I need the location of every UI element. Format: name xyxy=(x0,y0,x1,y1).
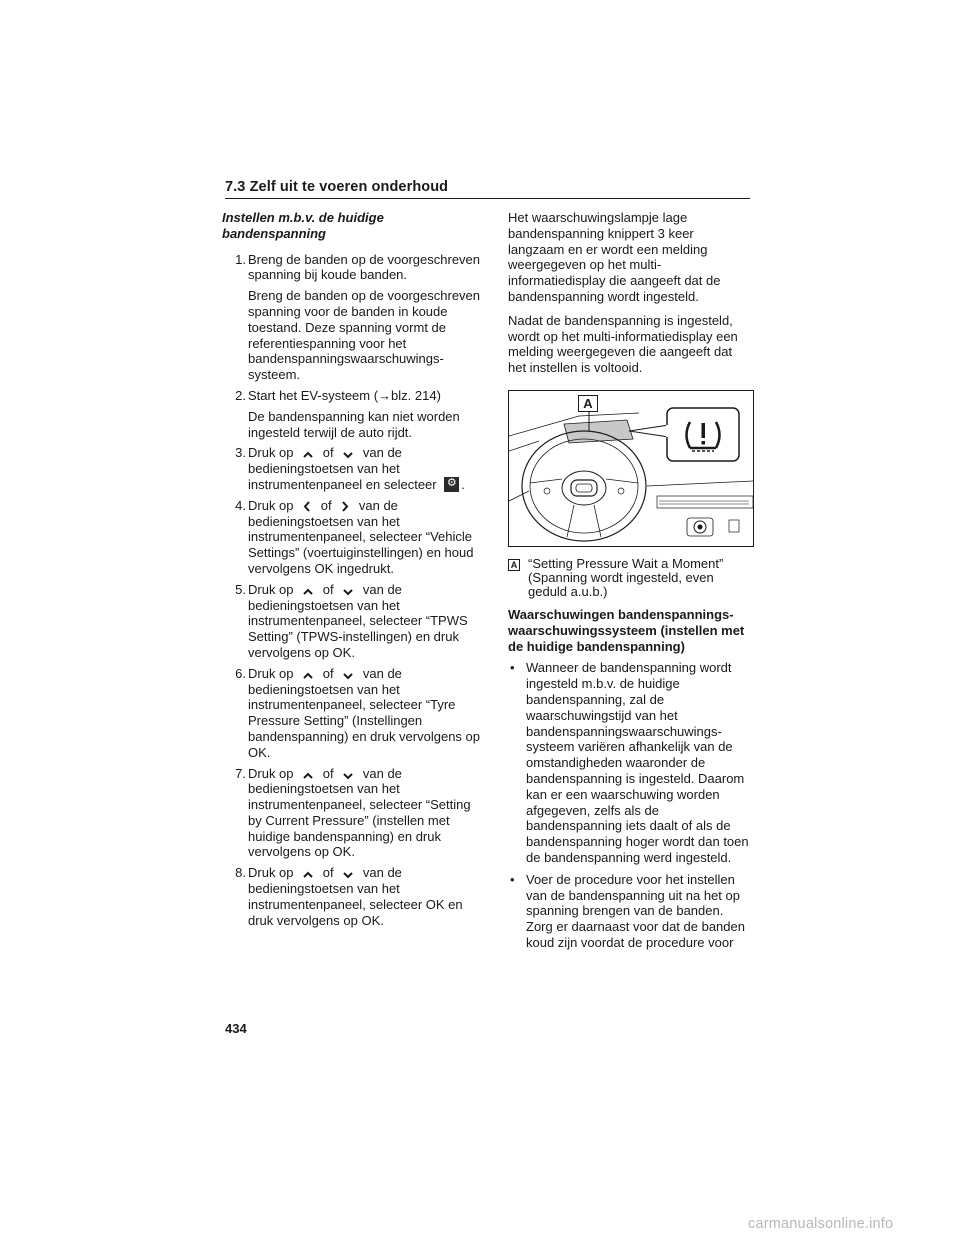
right-column xyxy=(508,210,752,957)
step-note: De bandenspanning kan niet worden ingesteld terwijl de auto rijdt. xyxy=(248,408,460,440)
step-number: 8. xyxy=(235,865,246,881)
step-3 xyxy=(222,445,484,492)
step-text-or: of xyxy=(322,865,334,881)
step-text: Breng de banden op de voorgeschreven spanning bij koude banden. xyxy=(248,251,481,283)
chevron-up-icon xyxy=(303,672,313,680)
section-divider xyxy=(225,198,750,199)
chevron-up-icon xyxy=(303,588,313,596)
chevron-up-icon xyxy=(303,772,313,780)
chevron-right-icon xyxy=(341,501,349,512)
bullet-text: Wanneer de bandenspanning wordt ingesteld m.b.v. de huidige bandenspanning, zal de waarschuwingstijd van het bandenspanningswaarschuwings-systeem variëren afhankelijk van de omstandigheden waaronder de bandenspanning is ingesteld. Daarom kan er een waarschuwing worden afgegeven, zelfs als de bandenspanning iets daalt of als de bandenspanning hoger wordt dan toen de bandenspanning werd ingesteld. xyxy=(526,660,749,865)
step-text-pre: Druk op xyxy=(248,497,294,513)
chevron-down-icon xyxy=(343,772,353,780)
step-text-post: van de bedieningstoetsen van het instrumentenpaneel en selecteer xyxy=(248,445,437,492)
step-number: 1. xyxy=(235,251,246,267)
step-4 xyxy=(222,498,484,577)
step-number: 3. xyxy=(235,445,246,461)
step-text-or: of xyxy=(322,581,334,597)
warnings-heading: Waarschuwingen bandenspannings-waarschuwingssysteem (instellen met de huidige bandenspanning) xyxy=(508,606,745,654)
step-text-post: van de bedieningstoetsen van het instrumentenpaneel, selecteer “Vehicle Settings” (voertuiginstellingen) en houd vervolgens OK ingedrukt. xyxy=(248,497,474,576)
bullet-icon: • xyxy=(510,871,515,887)
step-text-pre: Druk op xyxy=(248,865,294,881)
chevron-up-icon xyxy=(303,451,313,459)
figure-label-text: A xyxy=(583,395,593,411)
step-text-or: of xyxy=(322,765,334,781)
step-text-pre: Druk op xyxy=(248,581,294,597)
step-6 xyxy=(222,666,484,761)
step-text-or: of xyxy=(322,665,334,681)
step-number: 4. xyxy=(235,497,246,513)
step-text-post: van de bedieningstoetsen van het instrumentenpaneel, selecteer “Setting by Current Pressure” (instellen met huidige bandenspanning) en druk vervolgens op OK. xyxy=(248,765,471,860)
step-text-post: van de bedieningstoetsen van het instrumentenpaneel, selecteer OK en druk vervolgens op OK. xyxy=(248,865,463,928)
step-text-end: . xyxy=(461,476,465,492)
caption-label: A xyxy=(508,559,520,571)
left-column xyxy=(222,210,484,933)
step-text-pre: Druk op xyxy=(248,765,294,781)
step-number: 6. xyxy=(235,665,246,681)
watermark: carmanualsonline.info xyxy=(748,1216,894,1232)
bullet-icon: • xyxy=(510,660,515,676)
step-note: Breng de banden op de voorgeschreven spanning voor de banden in koude toestand. Deze spanning vormt de referentiespanning voor het bandenspanningswaarschuwings-systeem. xyxy=(248,288,481,383)
step-5 xyxy=(222,582,484,661)
step-number: 2. xyxy=(235,387,246,403)
procedure-heading-line1: Instellen m.b.v. de huidige xyxy=(222,210,384,225)
step-2 xyxy=(222,388,484,440)
step-1 xyxy=(222,252,484,383)
step-number: 5. xyxy=(235,581,246,597)
bullet-item xyxy=(508,660,752,865)
chevron-left-icon xyxy=(303,501,311,512)
gear-glyph: ⚙ xyxy=(446,476,457,489)
bullet-text: Voer de procedure voor het instellen van de bandenspanning uit na het op spanning brengen van de banden. Zorg er daarnaast voor dat de banden koud zijn voordat de procedure voor xyxy=(526,871,745,950)
step-8 xyxy=(222,865,484,928)
section-title: 7.3 Zelf uit te voeren onderhoud xyxy=(225,179,449,195)
paragraph-setting-complete: Nadat de bandenspanning is ingesteld, wordt op het multi-informatiedisplay een melding weergegeven die aangeeft dat het instellen is voltooid. xyxy=(508,312,738,376)
dashboard-drawing xyxy=(509,391,753,546)
step-text-post: van de bedieningstoetsen van het instrumentenpaneel, selecteer “Tyre Pressure Setting” (Instellingen bandenspanning) en druk vervolgens op OK. xyxy=(248,665,481,760)
settings-gear-icon xyxy=(444,477,459,492)
caption-text: “Setting Pressure Wait a Moment” (Spanning wordt ingesteld, even geduld a.u.b.) xyxy=(528,555,724,599)
chevron-down-icon xyxy=(343,588,353,596)
dashboard-illustration xyxy=(508,390,754,547)
step-text-post: van de bedieningstoetsen van het instrumentenpaneel, selecteer “TPWS Setting” (TPWS-instellingen) en druk vervolgens op OK. xyxy=(248,581,468,660)
procedure-heading-line2: bandenspanning xyxy=(222,225,326,241)
step-text-pre: Druk op xyxy=(248,665,294,681)
chevron-up-icon xyxy=(303,871,313,879)
chevron-down-icon xyxy=(343,672,353,680)
figure-label-a xyxy=(578,395,598,412)
paragraph-warning-light: Het waarschuwingslampje lage bandenspanning knippert 3 keer langzaam en er wordt een melding weergegeven op het multi-informatiedisplay die aangeeft dat de bandenspanning wordt ingesteld. xyxy=(508,210,721,304)
step-text: Start het EV-systeem (→blz. 214) xyxy=(248,387,441,403)
step-text-or: of xyxy=(322,445,334,461)
step-7 xyxy=(222,766,484,861)
step-number: 7. xyxy=(235,765,246,781)
step-text-pre: Druk op xyxy=(248,445,294,461)
chevron-down-icon xyxy=(343,871,353,879)
bullet-item xyxy=(508,872,752,951)
chevron-down-icon xyxy=(343,451,353,459)
page-number: 434 xyxy=(225,1021,247,1036)
procedure-heading xyxy=(222,210,484,242)
step-text-or: of xyxy=(320,497,332,513)
figure-caption xyxy=(508,557,752,599)
